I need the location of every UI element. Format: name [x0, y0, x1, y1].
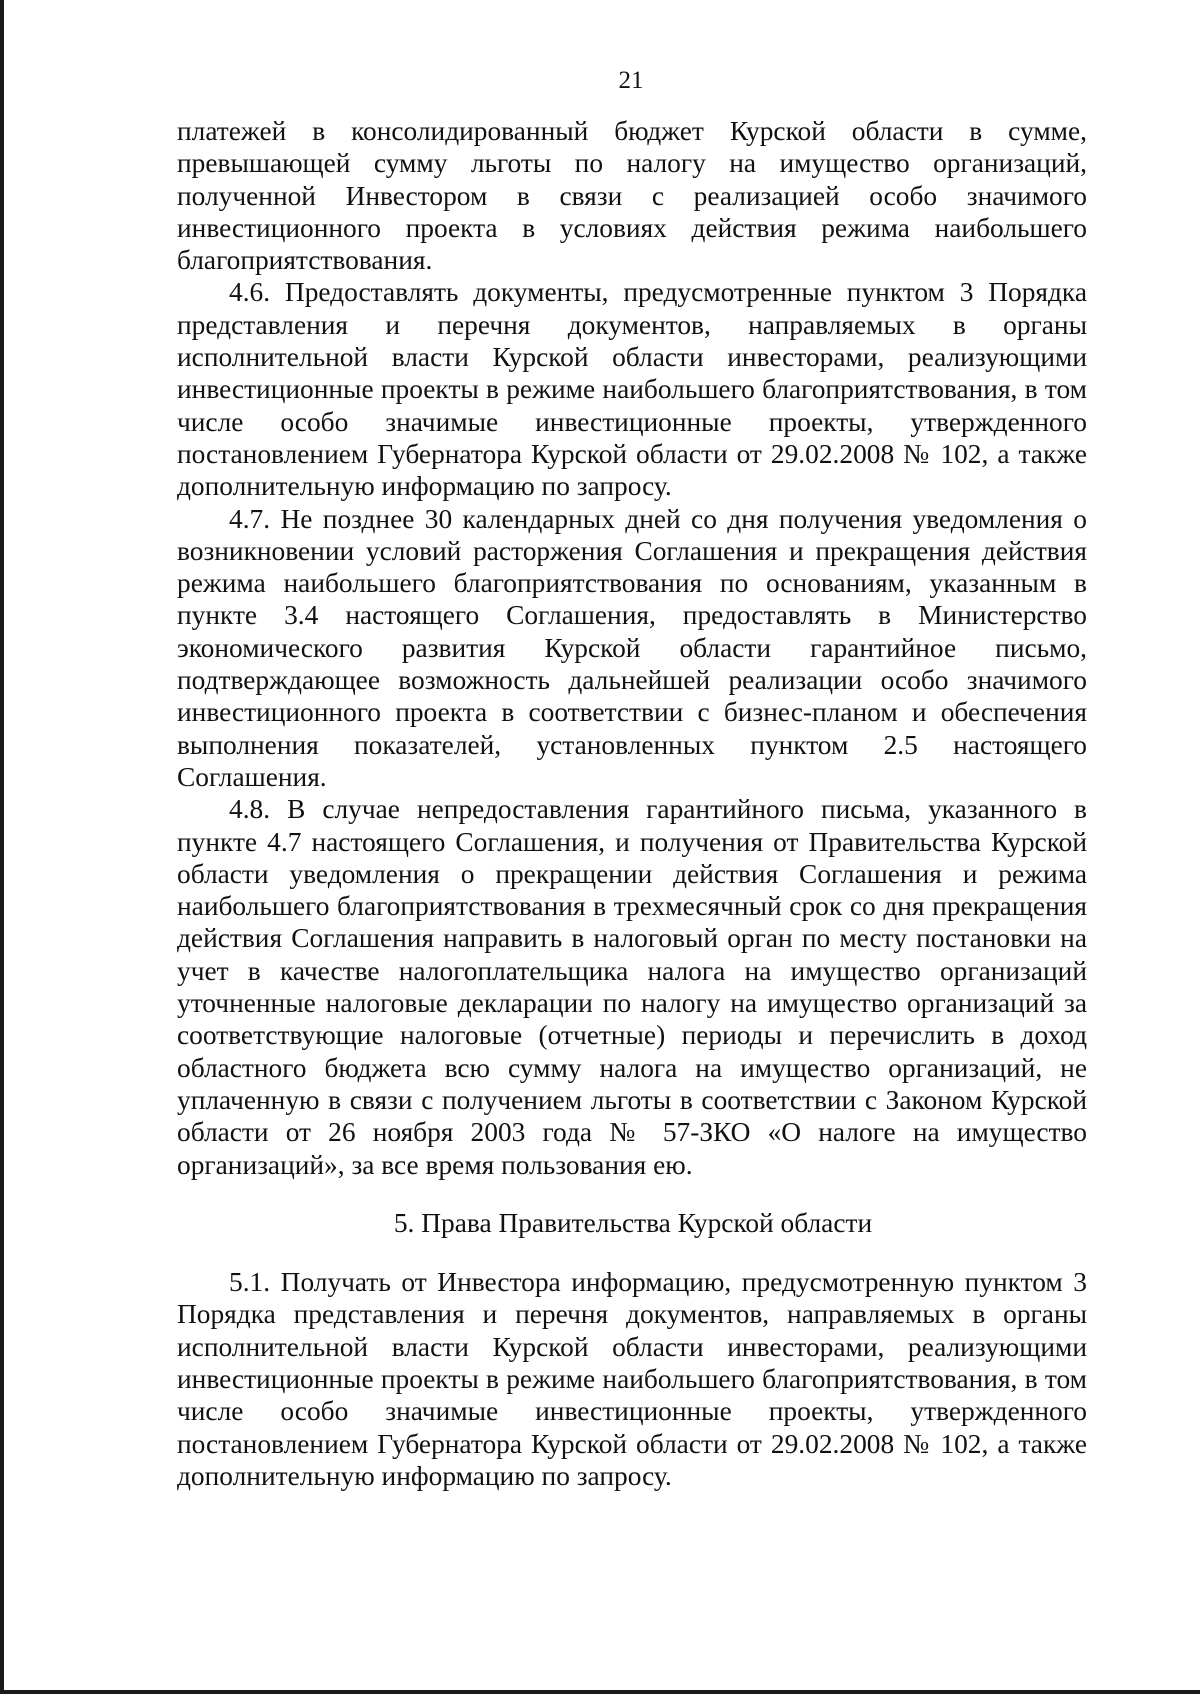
paragraph-continuation: платежей в консолидированный бюджет Курской области в сумме, превышающей сумму льготы по налогу на имущество организаций, полученной Инвестором в связи с реализацией особо значимого инвестиционного проекта в условиях действия режима наибольшего благоприятствования.: [177, 116, 1087, 276]
document-body: [177, 115, 1087, 1492]
paragraph-4-6: 4.6. Предоставлять документы, предусмотренные пунктом 3 Порядка представления и перечня документов, направляемых в органы исполнительной власти Курской области инвесторами, реализующими инвестиционные проекты в режиме наибольшего благоприятствования, в том числе особо значимые инвестиционные проекты, утвержденного постановлением Губернатора Курской области от 29.02.2008 № 102, а также дополнительную информацию по запросу.: [177, 277, 1087, 502]
section-5-heading: 5. Права Правительства Курской области: [393, 1207, 873, 1238]
page-number: 21: [618, 67, 644, 94]
paragraph-5-1: 5.1. Получать от Инвестора информацию, предусмотренную пунктом 3 Порядка представления и перечня документов, направляемых в органы исполнительной власти Курской области инвесторами, реализующими инвестиционные проекты в режиме наибольшего благоприятствования, в том числе особо значимые инвестиционные проекты, утвержденного постановлением Губернатора Курской области от 29.02.2008 № 102, а также дополнительную информацию по запросу.: [177, 1267, 1087, 1491]
scan-edge-bottom: [0, 1690, 1200, 1694]
paragraph-4-7: 4.7. Не позднее 30 календарных дней со дня получения уведомления о возникновении условий расторжения Соглашения и прекращения действия режима наибольшего благоприятствования по основаниям, указанным в пункте 3.4 настоящего Соглашения, предоставлять в Министерство экономического развития Курской области гарантийное письмо, подтверждающее возможность дальнейшей реализации особо значимого инвестиционного проекта в соответствии с бизнес-планом и обеспечения выполнения показателей, установленных пунктом 2.5 настоящего Соглашения.: [177, 503, 1087, 792]
scan-edge-left: [0, 0, 4, 1694]
paragraph-4-8: 4.8. В случае непредоставления гарантийного письма, указанного в пункте 4.7 настоящего Соглашения, и получения от Правительства Курской области уведомления о прекращении действия Соглашения и режима наибольшего благоприятствования в трехмесячный срок со дня прекращения действия Соглашения направить в налоговый орган по месту постановки на учет в качестве налогоплательщика налога на имущество организаций уточненные налоговые декларации по налогу на имущество организаций за соответствующие налоговые (отчетные) периоды и перечислить в доход областного бюджета всю сумму налога на имущество организаций, не уплаченную в связи с получением льготы в соответствии с Законом Курской области от 26 ноября 2003 года № 57-ЗКО «О налоге на имущество организаций», за все время пользования ею.: [177, 794, 1087, 1180]
